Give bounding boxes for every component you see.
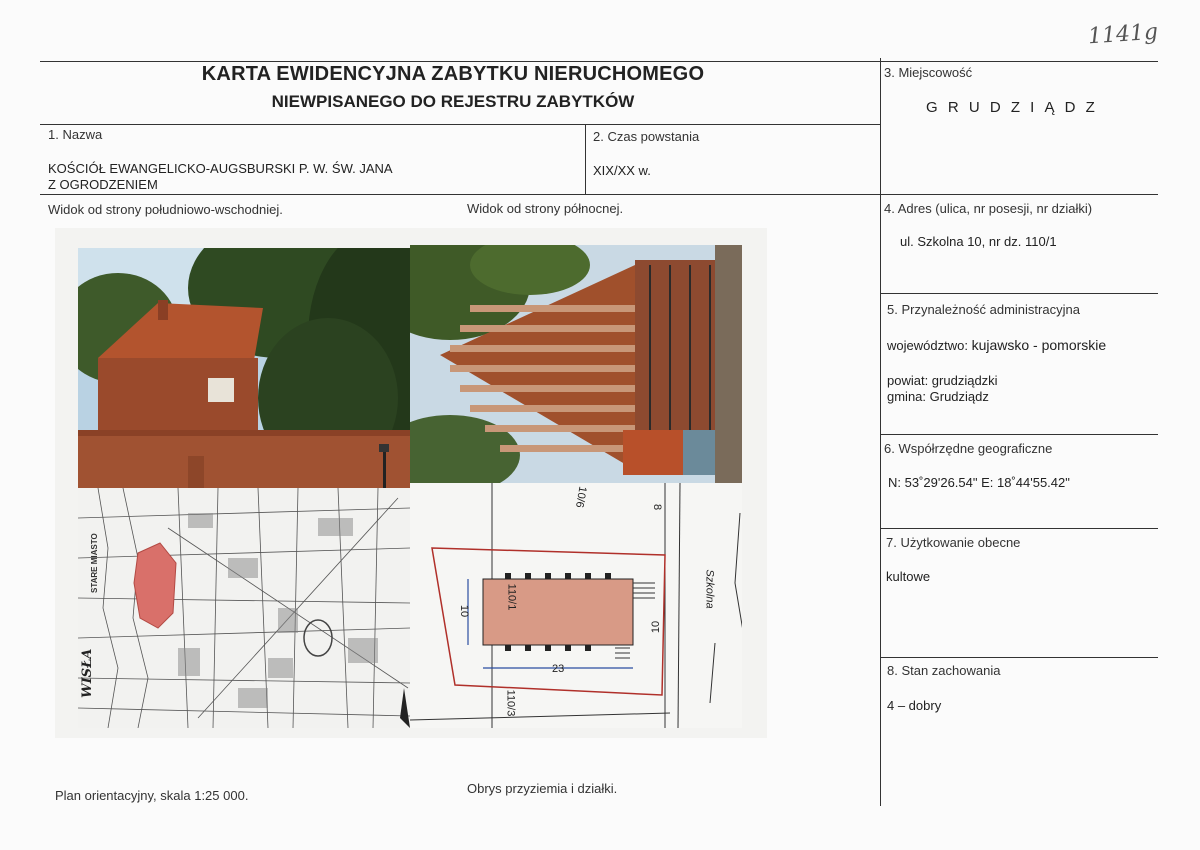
coordinates-label: 6. Współrzędne geograficzne xyxy=(884,441,1053,456)
plot-plan xyxy=(410,483,742,728)
address-value: ul. Szkolna 10, nr dz. 110/1 xyxy=(900,234,1057,249)
caption-view-southeast: Widok od strony południowo-wschodniej. xyxy=(48,202,283,217)
condition-label: 8. Stan zachowania xyxy=(887,663,1001,678)
card-title: KARTA EWIDENCYJNA ZABYTKU NIERUCHOMEGO xyxy=(201,63,705,85)
name-time-divider xyxy=(585,124,586,194)
coordinates-value: N: 53˚29'26.54" E: 18˚44'55.42" xyxy=(888,475,1070,490)
plot-parcel-bottom-label: 110/3 xyxy=(504,689,517,717)
right-divider-8 xyxy=(880,657,1158,658)
name-label: 1. Nazwa xyxy=(48,127,103,142)
church-photo-southeast xyxy=(78,248,410,488)
plot-house-number: 10 xyxy=(650,620,663,634)
voivodeship-line xyxy=(887,337,1106,353)
map-river-label: WISŁA xyxy=(80,648,95,698)
condition-value: 4 – dobry xyxy=(887,698,942,713)
commune-value: gmina: Grudziądz xyxy=(887,389,989,404)
right-divider-7 xyxy=(880,528,1158,529)
caption-outline: Obrys przyziemia i działki. xyxy=(467,781,618,796)
caption-view-north: Widok od strony północnej. xyxy=(467,201,624,216)
plot-parcel-top-label: 10/6 xyxy=(572,485,589,509)
card-subtitle: NIEWPISANEGO DO REJESTRU ZABYTKÓW xyxy=(271,92,635,111)
period-value: XIX/XX w. xyxy=(593,163,651,178)
plot-parcel-label: 110/1 xyxy=(505,583,518,611)
right-divider-6 xyxy=(880,434,1158,435)
caption-plan: Plan orientacyjny, skala 1:25 000. xyxy=(55,788,249,803)
church-photo-north xyxy=(410,245,742,483)
plot-number-8: 8 xyxy=(651,503,664,511)
voivodeship-value: kujawsko - pomorskie xyxy=(971,337,1107,353)
county-value: powiat: grudziądzki xyxy=(887,373,998,388)
map-old-town-label: STARE MIASTO xyxy=(90,533,99,593)
name-row-bottom-border xyxy=(40,194,1158,195)
use-label: 7. Użytkowanie obecne xyxy=(886,535,1021,550)
use-value: kultowe xyxy=(886,569,931,584)
voivodeship-prefix: województwo: xyxy=(887,338,968,353)
plot-height-label: 10 xyxy=(458,604,471,618)
header-bottom-border xyxy=(40,124,880,125)
handwritten-number: 1141g xyxy=(1087,19,1159,50)
name-value-line1: KOŚCIÓŁ EWANGELICKO-AUGSBURSKI P. W. ŚW. JANA xyxy=(48,161,393,176)
period-label: 2. Czas powstania xyxy=(593,129,700,144)
plot-width-label: 23 xyxy=(552,663,565,675)
locality-value: G R U D Z I Ą D Z xyxy=(926,99,1098,116)
locality-label: 3. Miejscowość xyxy=(884,65,973,80)
plot-street-label: Szkolna xyxy=(703,569,716,609)
address-label: 4. Adres (ulica, nr posesji, nr działki) xyxy=(884,201,1093,216)
orientation-map xyxy=(78,488,410,728)
name-value-line2: Z OGRODZENIEM xyxy=(48,177,158,192)
top-border xyxy=(40,61,1158,62)
right-divider-5 xyxy=(880,293,1158,294)
right-column-divider xyxy=(880,58,881,806)
admin-label: 5. Przynależność administracyjna xyxy=(887,302,1080,317)
